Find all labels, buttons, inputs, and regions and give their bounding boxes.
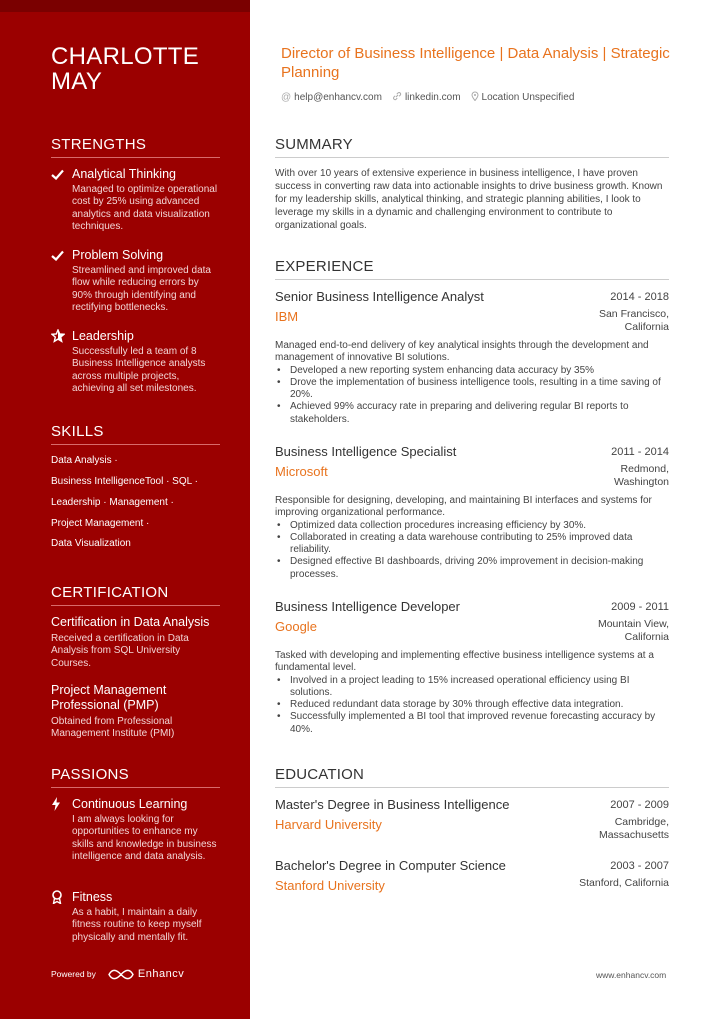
- certification-desc: Received a certification in Data Analysis from SQL University Courses.: [51, 633, 189, 669]
- job-bullet: • Drove the implementation of business intelligence tools, resulting in a time saving of 20%.: [275, 377, 669, 402]
- job-bullet: • Optimized data collection procedures increasing efficiency by 30%.: [275, 520, 669, 532]
- job-dates: 2014 - 2018: [610, 291, 669, 303]
- location-pin-icon: [471, 91, 479, 104]
- education-degree: Master's Degree in Business Intelligence: [275, 797, 510, 812]
- job-bullet: • Developed a new reporting system enhancing data accuracy by 35%: [275, 365, 669, 377]
- candidate-name: CHARLOTTE MAY: [51, 43, 200, 95]
- skill-line: Leadership · Management ·: [51, 497, 174, 508]
- sidebar-top-strip: [0, 0, 250, 12]
- strength-desc: Managed to optimize operational cost by 25% using advanced analytics and data visualization techniques.: [72, 184, 218, 232]
- job-bullet: • Achieved 99% accuracy rate in preparing and delivering regular BI reports to stakeholders.: [275, 401, 669, 426]
- education-school: Stanford University: [275, 878, 385, 893]
- passion-desc: As a habit, I maintain a daily fitness routine to keep myself physically and mentally fit.: [72, 907, 202, 943]
- linkedin-text: linkedin.com: [404, 92, 461, 103]
- education-entry: [275, 858, 669, 893]
- footer-url[interactable]: www.enhancv.com: [596, 970, 667, 980]
- check-icon: [51, 169, 72, 180]
- strength-item: [51, 167, 221, 233]
- job-bullet: • Designed effective BI dashboards, driving 20% improvement in decision-making processes.: [275, 556, 669, 581]
- medal-icon: [51, 890, 72, 904]
- headline-title: Director of Business Intelligence | Data Analysis | Strategic Planning: [281, 45, 670, 81]
- powered-by: [51, 968, 184, 980]
- education-heading: EDUCATION: [275, 766, 669, 788]
- passion-desc: I am always looking for opportunities to enhance my skills and knowledge in business intelligence and data analysis.: [72, 814, 217, 862]
- job-bullets: [275, 365, 669, 426]
- education-entry: [275, 797, 669, 842]
- skill-line: Data Analysis ·: [51, 455, 118, 466]
- certification-desc: Obtained from Professional Management Institute (PMI): [51, 716, 175, 740]
- strength-title: Analytical Thinking: [72, 167, 176, 181]
- skill-line: Project Management ·: [51, 518, 150, 529]
- skill-line: Business IntelligenceTool · SQL ·: [51, 476, 198, 487]
- location-text: Location Unspecified: [481, 92, 575, 103]
- certification-item: [51, 615, 221, 670]
- education-degree: Bachelor's Degree in Computer Science: [275, 858, 506, 873]
- certification-title: Project Management Professional (PMP): [51, 683, 167, 712]
- check-icon: [51, 250, 72, 261]
- certification-item: [51, 683, 221, 741]
- link-icon: [392, 91, 402, 104]
- summary-text: With over 10 years of extensive experience in business intelligence, I have proven success in converting raw data into actionable insights to drive business growth. Known for my leadership skills, analytical thinking, and strategic planning abilities, I look to leverage my skills in a dynamic and challenging environment to contribute to organizational goals.: [275, 168, 663, 231]
- contact-bar: [281, 91, 584, 104]
- enhancv-logo-icon: [108, 969, 134, 980]
- passion-title: Continuous Learning: [72, 797, 188, 811]
- job-description: Managed end-to-end delivery of key analytical insights through the development and management of innovative BI solutions.: [275, 340, 649, 364]
- passion-item: [51, 890, 221, 944]
- skills-heading: SKILLS: [51, 423, 220, 445]
- job-company: IBM: [275, 309, 299, 324]
- job-location: San Francisco, California: [598, 308, 669, 333]
- strength-item: [51, 248, 221, 314]
- powered-by-label: Powered by: [51, 969, 96, 979]
- job-location: Mountain View, California: [597, 618, 669, 643]
- education-location: Cambridge, Massachusetts: [598, 816, 669, 841]
- job-role: Business Intelligence Specialist: [275, 444, 457, 459]
- experience-entry: [275, 289, 669, 426]
- strength-desc: Successfully led a team of 8 Business Intelligence analysts across multiple projects, achieving all set milestones.: [72, 346, 206, 394]
- job-description: Tasked with developing and implementing effective business intelligence systems at a fundamental level.: [275, 650, 654, 674]
- job-company: Microsoft: [275, 464, 328, 479]
- strength-item: [51, 329, 221, 395]
- strengths-heading: STRENGTHS: [51, 136, 220, 158]
- job-bullet: • Reduced redundant data storage by 30% through effective data integration.: [275, 699, 669, 711]
- enhancv-logo-text: Enhancv: [137, 968, 185, 980]
- job-bullet: • Involved in a project leading to 15% increased operational efficiency using BI solutions.: [275, 675, 669, 700]
- contact-linkedin[interactable]: [392, 91, 461, 104]
- contact-location: [471, 91, 575, 104]
- email-text: help@enhancv.com: [294, 92, 382, 103]
- education-location: Stanford, California: [579, 877, 669, 889]
- contact-email[interactable]: [281, 91, 382, 104]
- education-dates: 2003 - 2007: [610, 860, 669, 872]
- experience-heading: EXPERIENCE: [275, 258, 669, 280]
- lightning-icon: [51, 797, 72, 811]
- job-bullet: • Collaborated in creating a data warehouse contributing to 25% improved data reliability.: [275, 532, 669, 557]
- job-bullet: • Successfully implemented a BI tool that improved revenue forecasting accuracy by 40%.: [275, 711, 669, 736]
- passion-item: [51, 797, 221, 863]
- job-description: Responsible for designing, developing, and maintaining BI interfaces and systems for improving organizational performance.: [275, 495, 652, 519]
- strength-desc: Streamlined and improved data flow while reducing errors by 90% through identifying and rectifying bottlenecks.: [72, 265, 211, 313]
- education-dates: 2007 - 2009: [610, 799, 669, 811]
- job-company: Google: [275, 619, 317, 634]
- sidebar: [0, 0, 250, 1019]
- strength-title: Leadership: [72, 329, 134, 343]
- job-bullets: [275, 520, 669, 581]
- passions-heading: PASSIONS: [51, 766, 220, 788]
- at-icon: @: [281, 92, 292, 103]
- star-icon: [51, 329, 72, 343]
- job-dates: 2011 - 2014: [611, 446, 669, 458]
- experience-entry: [275, 444, 669, 581]
- experience-entry: [275, 599, 669, 736]
- skill-line: Data Visualization: [51, 538, 131, 549]
- job-dates: 2009 - 2011: [611, 601, 669, 613]
- job-bullets: [275, 675, 669, 736]
- job-role: Senior Business Intelligence Analyst: [275, 289, 484, 304]
- job-role: Business Intelligence Developer: [275, 599, 460, 614]
- strength-title: Problem Solving: [72, 248, 164, 262]
- summary-heading: SUMMARY: [275, 136, 669, 158]
- certification-title: Certification in Data Analysis: [51, 615, 210, 629]
- passion-title: Fitness: [72, 890, 113, 904]
- enhancv-logo[interactable]: [108, 968, 184, 980]
- job-location: Redmond, Washington: [613, 463, 669, 488]
- certification-heading: CERTIFICATION: [51, 584, 220, 606]
- education-school: Harvard University: [275, 817, 382, 832]
